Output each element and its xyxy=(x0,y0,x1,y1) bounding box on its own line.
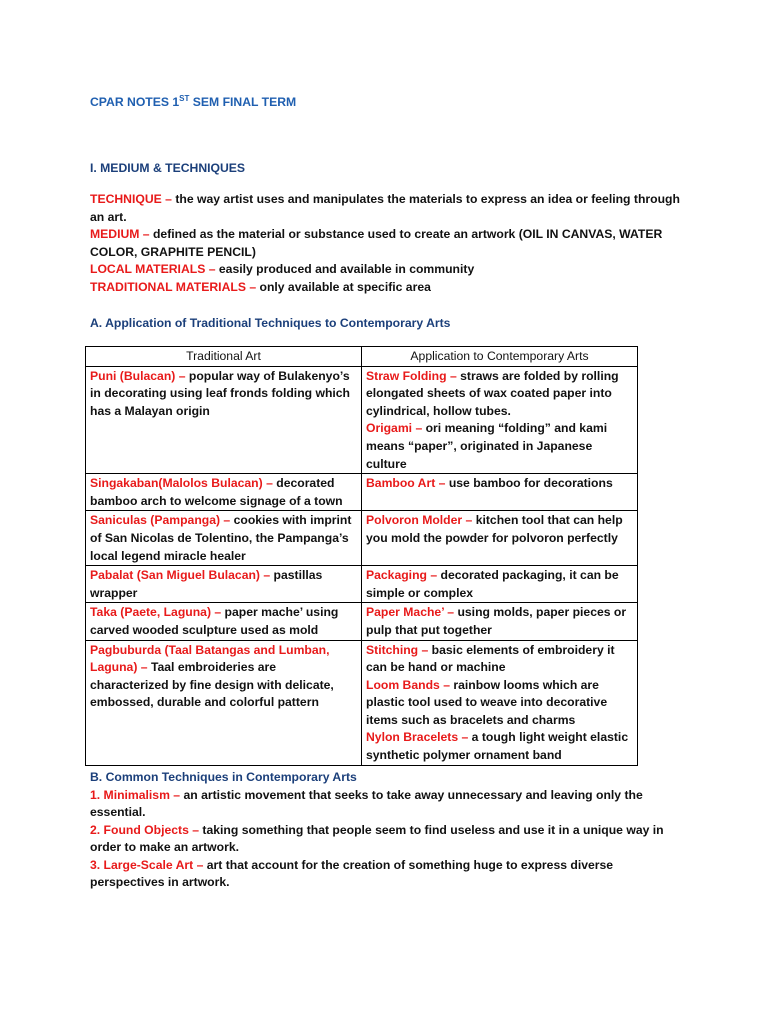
list-item: 1. Minimalism – an artistic movement that seeks to take away unnecessary and leaving only the essential. xyxy=(90,787,643,819)
table-cell: Saniculas (Pampanga) – cookies with imprint of San Nicolas de Tolentino, the Pampanga’s local legend miracle healer xyxy=(86,511,362,566)
title-superscript: ST xyxy=(179,93,190,103)
section-b xyxy=(90,769,680,892)
title-main: CPAR NOTES 1 xyxy=(90,95,180,109)
table-cell: Polvoron Molder – kitchen tool that can help you mold the powder for polvoron perfectly xyxy=(362,511,638,566)
table-header-contemporary: Application to Contemporary Arts xyxy=(362,347,638,367)
table-cell: Pagbuburda (Taal Batangas and Lumban, Laguna) – Taal embroideries are characterized by fine design with delicate, embossed, durable and colorful pattern xyxy=(86,640,362,765)
title-rest: SEM FINAL TERM xyxy=(189,95,297,109)
definition-traditional-materials: TRADITIONAL MATERIALS – only available at specific area xyxy=(90,279,431,294)
table-cell: Taka (Paete, Laguna) – paper mache’ using carved wooded sculpture used as mold xyxy=(86,603,362,640)
list-item: 2. Found Objects – taking something that people seem to find useless and use it in a unique way in order to make an artwork. xyxy=(90,822,664,854)
table-cell: Paper Mache’ – using molds, paper pieces or pulp that put together xyxy=(362,603,638,640)
table-cell: Stitching – basic elements of embroidery it can be hand or machine Loom Bands – rainbow looms which are plastic tool used to weave into decorative items such as bracelets and charms Nylon Bracelets – a tough light weight elastic synthetic polymer ornament band xyxy=(362,640,638,765)
list-item: 3. Large-Scale Art – art that account for the creation of something huge to express diverse perspectives in artwork. xyxy=(90,857,614,889)
table-row xyxy=(86,511,638,566)
definition-medium: MEDIUM – defined as the material or substance used to create an artwork (OIL IN CANVAS, WATER COLOR, GRAPHITE PENCIL) xyxy=(90,227,663,259)
traditional-vs-contemporary-table xyxy=(85,346,638,766)
table-row xyxy=(86,566,638,603)
section-1-heading: I. MEDIUM & TECHNIQUES xyxy=(90,161,246,175)
table-header-traditional: Traditional Art xyxy=(86,347,362,367)
definition-local-materials: LOCAL MATERIALS – easily produced and available in community xyxy=(90,262,475,276)
table-cell: Bamboo Art – use bamboo for decorations xyxy=(362,474,638,511)
table-cell: Straw Folding – straws are folded by rolling elongated sheets of wax coated paper into cylindrical, hollow tubes. Origami – ori meaning “folding” and kami means “paper”, originated in Japanese culture xyxy=(362,366,638,474)
document-title xyxy=(90,94,680,112)
section-b-heading: B. Common Techniques in Contemporary Arts xyxy=(90,770,357,784)
table-header-row xyxy=(86,347,638,367)
table-cell: Packaging – decorated packaging, it can be simple or complex xyxy=(362,566,638,603)
table-cell: Singakaban(Malolos Bulacan) – decorated bamboo arch to welcome signage of a town xyxy=(86,474,362,511)
table-row xyxy=(86,640,638,765)
section-a-heading: A. Application of Traditional Techniques to Contemporary Arts xyxy=(90,316,451,330)
definitions-list xyxy=(90,191,680,296)
definition-technique: TECHNIQUE – the way artist uses and manipulates the materials to express an idea or feeling through an art. xyxy=(90,192,680,224)
table-row xyxy=(86,366,638,474)
table-cell: Puni (Bulacan) – popular way of Bulakenyo’s in decorating using leaf fronds folding which has a Malayan origin xyxy=(86,366,362,474)
table-cell: Pabalat (San Miguel Bulacan) – pastillas wrapper xyxy=(86,566,362,603)
table-row xyxy=(86,603,638,640)
table-row xyxy=(86,474,638,511)
